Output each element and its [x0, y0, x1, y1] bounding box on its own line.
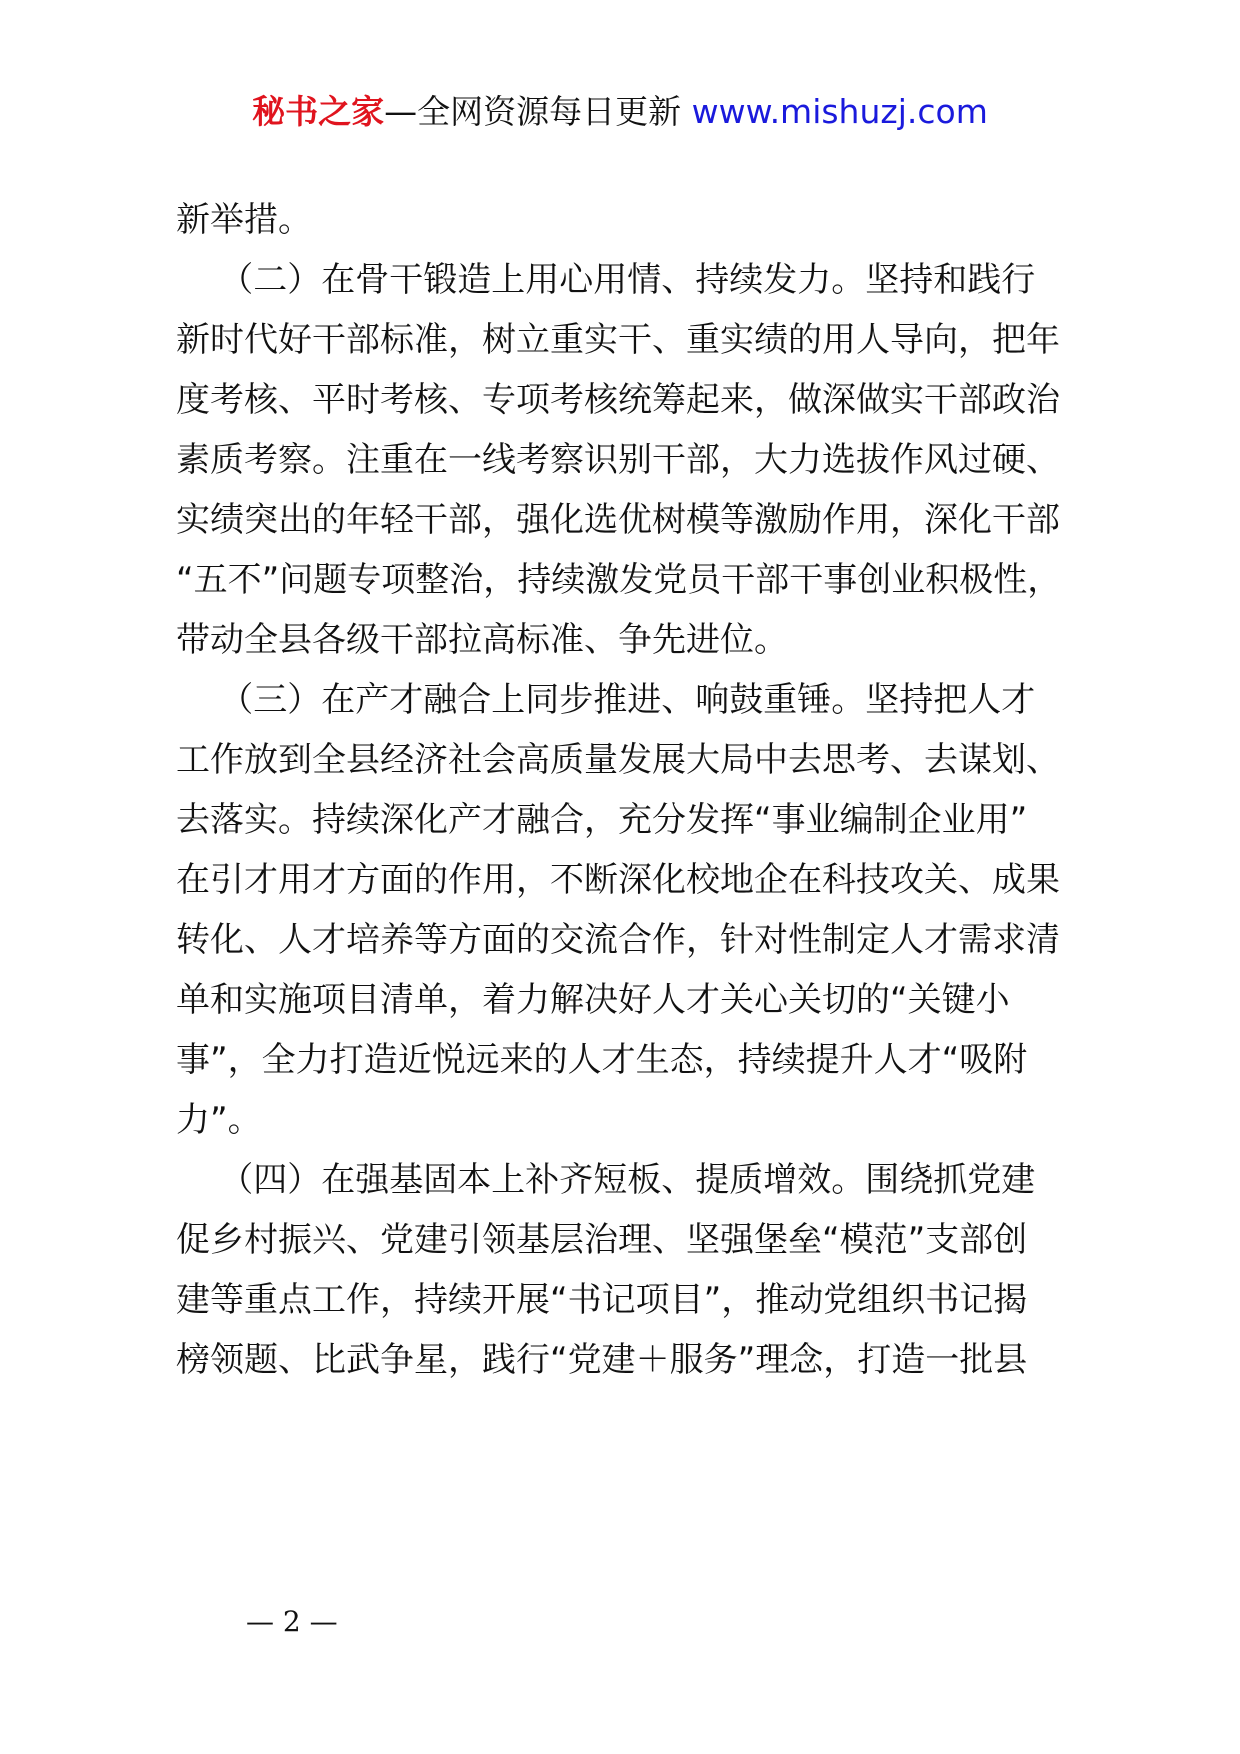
text-line: 新时代好干部标准，树立重实干、重实绩的用人导向，把年 — [176, 320, 1060, 360]
brand-name: 秘书之家 — [252, 92, 385, 131]
text-line: 去落实。持续深化产才融合，充分发挥“事业编制企业用” — [176, 800, 1028, 840]
text-line: 新举措。 — [176, 200, 312, 240]
text-line: 实绩突出的年轻干部，强化选优树模等激励作用，深化干部 — [176, 500, 1060, 540]
text-line: 在引才用才方面的作用，不断深化校地企在科技攻关、成果 — [176, 860, 1060, 900]
header-tagline: —全网资源每日更新 — [384, 92, 692, 131]
text-line: 工作放到全县经济社会高质量发展大局中去思考、去谋划、 — [176, 740, 1060, 780]
text-line: 转化、人才培养等方面的交流合作，针对性制定人才需求清 — [176, 920, 1060, 960]
text-line: （四）在强基固本上补齐短板、提质增效。围绕抓党建 — [176, 1160, 1036, 1200]
site-url-link[interactable]: www.mishuzj.com — [691, 92, 988, 131]
text-line: 建等重点工作，持续开展“书记项目”，推动党组织书记揭 — [176, 1280, 1028, 1320]
site-header — [0, 92, 1240, 132]
text-line: “五不”问题专项整治，持续激发党员干部干事创业积极性， — [176, 560, 1062, 600]
text-line: 促乡村振兴、党建引领基层治理、坚强堡垒“模范”支部创 — [176, 1220, 1028, 1260]
text-line: （三）在产才融合上同步推进、响鼓重锤。坚持把人才 — [176, 680, 1036, 720]
text-line: 榜领题、比武争星，践行“党建＋服务”理念，打造一批县 — [176, 1340, 1028, 1380]
page-number: — 2 — — [246, 1605, 338, 1638]
text-line: 单和实施项目清单，着力解决好人才关心关切的“关键小 — [176, 980, 1010, 1020]
text-line: 素质考察。注重在一线考察识别干部，大力选拔作风过硬、 — [176, 440, 1060, 480]
text-line: 度考核、平时考核、专项考核统筹起来，做深做实干部政治 — [176, 380, 1060, 420]
text-line: 事”，全力打造近悦远来的人才生态，持续提升人才“吸附 — [176, 1040, 1028, 1080]
text-line: 带动全县各级干部拉高标准、争先进位。 — [176, 620, 788, 660]
text-line: 力”。 — [176, 1100, 262, 1140]
text-line: （二）在骨干锻造上用心用情、持续发力。坚持和践行 — [176, 260, 1036, 300]
